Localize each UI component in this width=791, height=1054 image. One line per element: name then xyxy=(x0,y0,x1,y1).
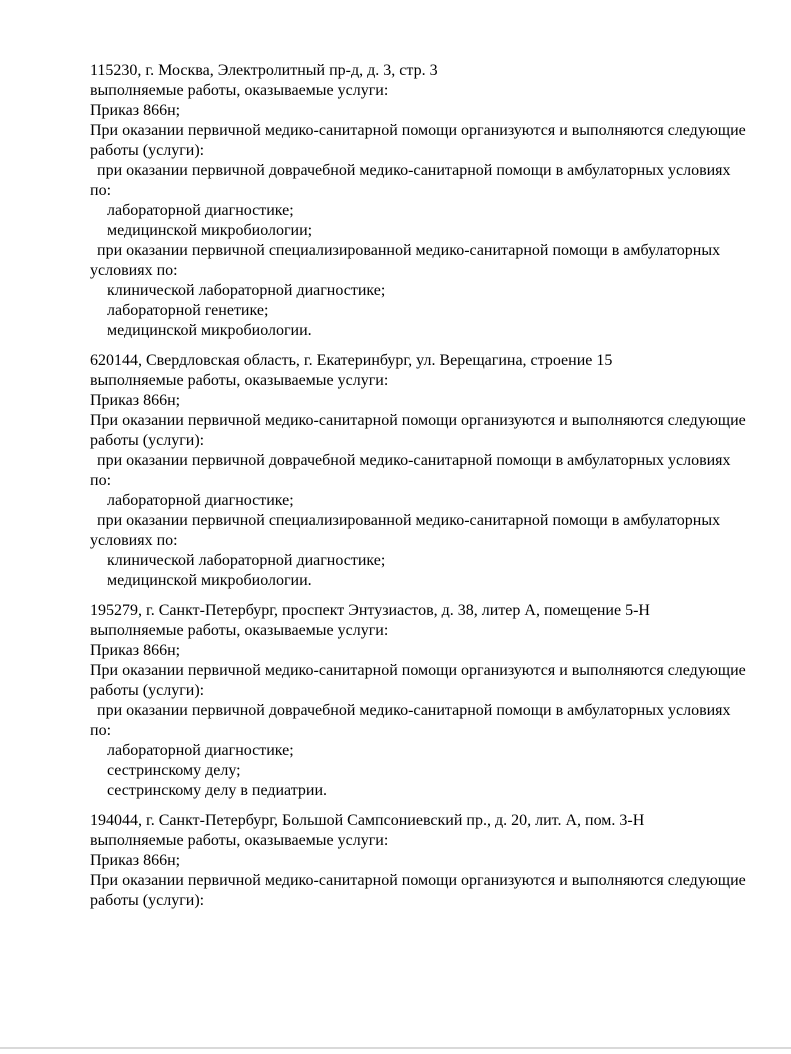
works-services-label: выполняемые работы, оказываемые услуги: xyxy=(90,82,389,99)
service-item: медицинской микробиологии. xyxy=(107,322,312,339)
service-item: клинической лабораторной диагностике; xyxy=(107,552,386,569)
care-type-line: при оказании первичной доврачебной медико-санитарной помощи в амбулаторных условиях xyxy=(97,702,731,719)
order-reference: Приказ 866н; xyxy=(90,852,181,869)
service-item: сестринскому делу; xyxy=(107,762,241,779)
care-type-line: при оказании первичной доврачебной медико-санитарной помощи в амбулаторных условиях xyxy=(97,162,731,179)
license-sections-container xyxy=(90,61,755,911)
care-type-continuation: условиях по: xyxy=(90,262,178,279)
license-address-section xyxy=(90,351,755,591)
care-type-continuation: по: xyxy=(90,722,112,739)
service-item: лабораторной диагностике; xyxy=(107,492,294,509)
license-address-section xyxy=(90,601,755,801)
care-type-continuation: условиях по: xyxy=(90,532,178,549)
care-type-continuation: по: xyxy=(90,472,112,489)
license-address-section xyxy=(90,811,755,911)
service-item: лабораторной диагностике; xyxy=(107,742,294,759)
address-line: 195279, г. Санкт-Петербург, проспект Энтузиастов, д. 38, литер А, помещение 5-Н xyxy=(90,602,650,619)
service-item: сестринскому делу в педиатрии. xyxy=(107,782,328,799)
intro-line: При оказании первичной медико-санитарной помощи организуются и выполняются следующие xyxy=(90,872,746,889)
document-page xyxy=(90,61,755,911)
care-type-continuation: по: xyxy=(90,182,112,199)
service-item: лабораторной диагностике; xyxy=(107,202,294,219)
care-type-line: при оказании первичной специализированной медико-санитарной помощи в амбулаторных xyxy=(97,512,721,529)
intro-line: При оказании первичной медико-санитарной помощи организуются и выполняются следующие xyxy=(90,662,746,679)
care-type-line: при оказании первичной доврачебной медико-санитарной помощи в амбулаторных условиях xyxy=(97,452,731,469)
address-line: 194044, г. Санкт-Петербург, Большой Сампсониевский пр., д. 20, лит. А, пом. 3-Н xyxy=(90,812,645,829)
service-item: клинической лабораторной диагностике; xyxy=(107,282,386,299)
works-services-label: выполняемые работы, оказываемые услуги: xyxy=(90,832,389,849)
bottom-divider xyxy=(0,1047,791,1049)
address-line: 620144, Свердловская область, г. Екатеринбург, ул. Верещагина, строение 15 xyxy=(90,352,613,369)
intro-line: При оказании первичной медико-санитарной помощи организуются и выполняются следующие xyxy=(90,412,746,429)
order-reference: Приказ 866н; xyxy=(90,102,181,119)
intro-line: работы (услуги): xyxy=(90,682,205,699)
service-item: медицинской микробиологии; xyxy=(107,222,313,239)
intro-line: работы (услуги): xyxy=(90,432,205,449)
address-line: 115230, г. Москва, Электролитный пр-д, д. 3, стр. 3 xyxy=(90,62,438,79)
care-type-line: при оказании первичной специализированной медико-санитарной помощи в амбулаторных xyxy=(97,242,721,259)
order-reference: Приказ 866н; xyxy=(90,642,181,659)
license-address-section xyxy=(90,61,755,341)
order-reference: Приказ 866н; xyxy=(90,392,181,409)
intro-line: При оказании первичной медико-санитарной помощи организуются и выполняются следующие xyxy=(90,122,746,139)
works-services-label: выполняемые работы, оказываемые услуги: xyxy=(90,622,389,639)
intro-line: работы (услуги): xyxy=(90,142,205,159)
service-item: лабораторной генетике; xyxy=(107,302,269,319)
intro-line: работы (услуги): xyxy=(90,892,205,909)
works-services-label: выполняемые работы, оказываемые услуги: xyxy=(90,372,389,389)
service-item: медицинской микробиологии. xyxy=(107,572,312,589)
